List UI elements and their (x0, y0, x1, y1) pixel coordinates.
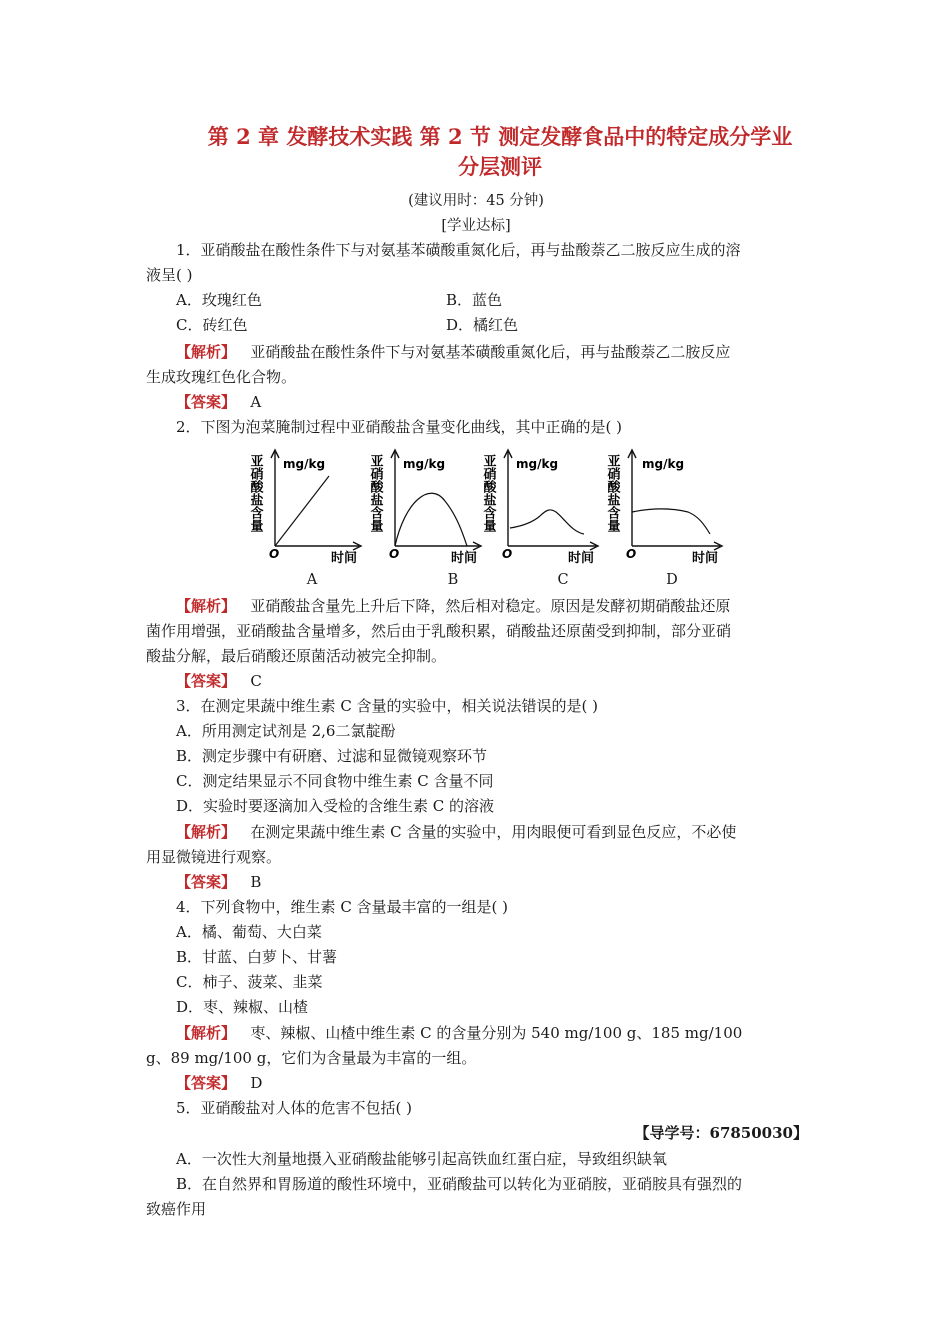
graph-a-xlabel: 时间 (331, 551, 358, 566)
q5-option-a: A．一次性大剂量地摄入亚硝酸盐能够引起高铁血红蛋白症，导致组织缺氧 (176, 1150, 667, 1168)
q4-answer (146, 1071, 808, 1095)
q3-option-c: C．测定结果显示不同食物中维生素 C 含量不同 (176, 772, 494, 790)
q1-stem: 1．亚硝酸盐在酸性条件下与对氨基苯磺酸重氮化后，再与盐酸萘乙二胺反应生成的溶 (176, 241, 741, 259)
graph-c-origin: O (502, 547, 513, 561)
q4-analysis (146, 1021, 808, 1045)
q3-stem: 3．在测定果蔬中维生素 C 含量的实验中，相关说法错误的是( ) (176, 697, 599, 715)
q1-option-a: A．玫瑰红色 (176, 291, 262, 309)
q4-option-b: B．甘蓝、白萝卜、甘薯 (176, 948, 338, 966)
graph-c (480, 446, 618, 566)
q4-analysis-cont: g、89 mg/100 g，它们为含量最为丰富的一组。 (146, 1049, 477, 1067)
q1-option-b: B．蓝色 (446, 291, 503, 309)
graph-d-origin: O (626, 547, 637, 561)
q3-analysis (146, 820, 808, 844)
graph-d-ylabel: 亚硝酸盐含量 (604, 454, 620, 532)
analysis-tag: 【解析】 (176, 597, 237, 615)
q1-option-d: D．橘红色 (446, 316, 519, 334)
q1-analysis (146, 340, 808, 364)
analysis-tag: 【解析】 (176, 343, 237, 361)
graph-b-xlabel: 时间 (451, 551, 478, 566)
graph-a-origin: O (269, 547, 280, 561)
q1-options-row1 (146, 288, 808, 312)
q2-analysis (146, 594, 808, 618)
q1-options-row2 (146, 313, 808, 337)
q3-answer (146, 870, 808, 894)
page-title-line2: 分层测评 (458, 154, 542, 179)
graph-c-curve (510, 510, 584, 534)
q4-analysis-text: 枣、辣椒、山楂中维生素 C 的含量分别为 540 mg/100 g、185 mg/100 (250, 1024, 743, 1042)
graph-b-curve (395, 493, 467, 546)
q2-stem: 2．下图为泡菜腌制过程中亚硝酸盐含量变化曲线，其中正确的是( ) (176, 418, 623, 436)
guide-number: 【导学号：67850030】 (634, 1124, 808, 1142)
page-title: 第 2 章 发酵技术实践 第 2 节 测定发酵食品中的特定成分学业 (207, 124, 793, 149)
answer-tag: 【答案】 (176, 393, 237, 411)
graph-a-curve (275, 476, 329, 546)
q5-stem: 5．亚硝酸盐对人体的危害不包括( ) (176, 1099, 413, 1117)
q4-answer-value: D (250, 1074, 263, 1092)
graph-c-xlabel: 时间 (568, 551, 595, 566)
graph-d-curve (632, 509, 710, 534)
graph-a-label: A (306, 572, 318, 588)
analysis-tag: 【解析】 (176, 1024, 237, 1042)
q4-option-a: A．橘、葡萄、大白菜 (176, 923, 322, 941)
q5-option-b: B．在自然界和胃肠道的酸性环境中，亚硝酸盐可以转化为亚硝胺，亚硝胺具有强烈的 (176, 1175, 743, 1193)
q3-answer-value: B (250, 873, 262, 891)
q1-stem-cont: 液呈( ) (146, 266, 193, 284)
q2-answer (146, 669, 808, 693)
q2-analysis-cont: 菌作用增强，亚硝酸盐含量增多，然后由于乳酸积累，硝酸盐还原菌受到抑制，部分亚硝 (146, 622, 732, 640)
q2-answer-value: C (250, 672, 262, 690)
answer-tag: 【答案】 (176, 873, 237, 891)
q3-analysis-text: 在测定果蔬中维生素 C 含量的实验中，用肉眼便可看到显色反应，不必使 (250, 823, 737, 841)
q2-analysis-cont2: 酸盐分解，最后硝酸还原菌活动被完全抑制。 (146, 647, 447, 665)
answer-tag: 【答案】 (176, 672, 237, 690)
analysis-tag: 【解析】 (176, 823, 237, 841)
graph-d-unit: mg/kg (642, 457, 685, 471)
q3-option-b: B．测定步骤中有研磨、过滤和显微镜观察环节 (176, 747, 488, 765)
q5-option-b-cont: 致癌作用 (146, 1200, 207, 1218)
time-hint: (建议用时：45 分钟) (408, 193, 544, 209)
answer-tag: 【答案】 (176, 1074, 237, 1092)
graph-a-ylabel: 亚硝酸盐含量 (247, 454, 263, 532)
graph-b-ylabel: 亚硝酸盐含量 (367, 454, 383, 532)
graph-b-unit: mg/kg (403, 457, 446, 471)
graph-d (604, 446, 742, 566)
graph-b-origin: O (389, 547, 400, 561)
q1-answer (146, 390, 808, 414)
q3-analysis-cont: 用显微镜进行观察。 (146, 848, 282, 866)
graph-d-xlabel: 时间 (692, 551, 719, 566)
q3-option-a: A．所用测定试剂是 2,6二氯靛酚 (176, 722, 396, 740)
graph-c-unit: mg/kg (516, 457, 559, 471)
q4-stem: 4．下列食物中，维生素 C 含量最丰富的一组是( ) (176, 898, 509, 916)
graph-a (247, 446, 385, 566)
q2-analysis-text: 亚硝酸盐含量先上升后下降，然后相对稳定。原因是发酵初期硝酸盐还原 (250, 597, 731, 615)
q1-analysis-cont: 生成玫瑰红色化合物。 (146, 368, 297, 386)
graph-c-ylabel: 亚硝酸盐含量 (480, 454, 496, 532)
graph-a-unit: mg/kg (283, 457, 326, 471)
graph-b-label: B (447, 572, 459, 588)
q4-option-d: D．枣、辣椒、山楂 (176, 998, 309, 1016)
graph-c-label: C (557, 572, 569, 588)
section-heading: [学业达标] (441, 218, 511, 234)
q1-analysis-text: 亚硝酸盐在酸性条件下与对氨基苯磺酸重氮化后，再与盐酸萘乙二胺反应 (250, 343, 731, 361)
q1-option-c: C．砖红色 (176, 316, 248, 334)
q1-answer-value: A (250, 393, 262, 411)
q4-option-c: C．柿子、菠菜、韭菜 (176, 973, 323, 991)
graph-d-label: D (666, 572, 678, 588)
q3-option-d: D．实验时要逐滴加入受检的含维生素 C 的溶液 (176, 797, 495, 815)
